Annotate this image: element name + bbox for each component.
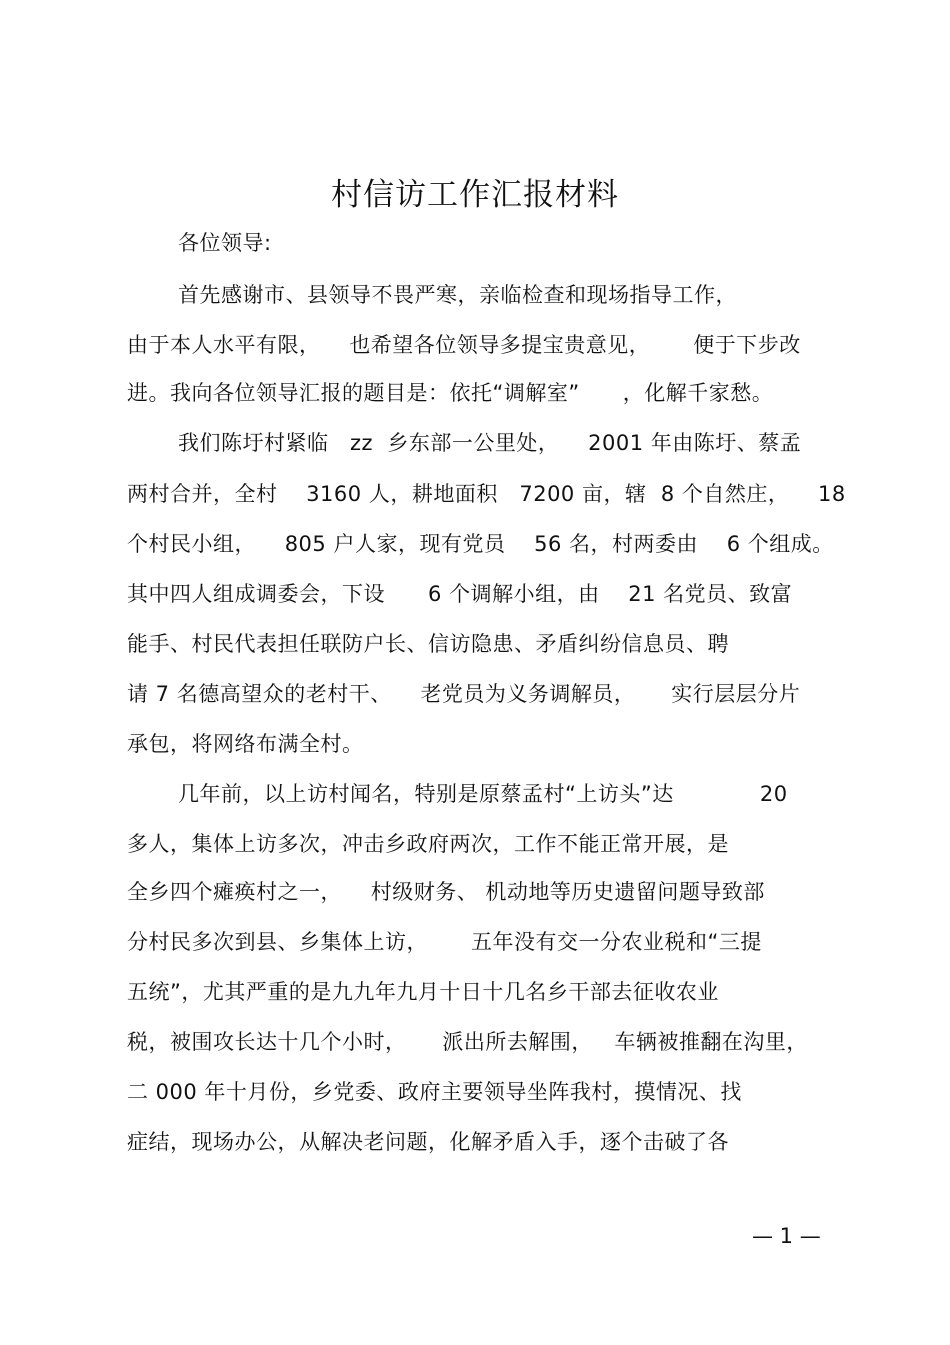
body-line: 个村民小组， 805 户人家，现有党员 56 名，村两委由 6 个组成。 — [127, 532, 834, 556]
body-line: 多人，集体上访多次，冲击乡政府两次，工作不能正常开展，是 — [127, 832, 729, 856]
document-title: 村信访工作汇报材料 — [331, 177, 619, 213]
body-line: 其中四人组成调委会，下设 6 个调解小组，由 21 名党员、致富 — [127, 582, 793, 606]
body-line: 首先感谢市、县领导不畏严寒，亲临检查和现场指导工作， — [178, 283, 737, 307]
body-line: 症结，现场办公，从解决老问题，化解矛盾入手，逐个击破了各 — [127, 1130, 729, 1154]
body-line: 进。我向各位领导汇报的题目是：依托“调解室” ，化解千家愁。 — [127, 381, 774, 405]
body-line: 我们陈圩村紧临 zz 乡东部一公里处， 2001 年由陈圩、蔡孟 — [178, 431, 802, 455]
body-line: 承包，将网络布满全村。 — [127, 732, 364, 756]
body-line: 由于本人水平有限， 也希望各位领导多提宝贵意见， 便于下步改 — [127, 333, 801, 357]
salutation-line: 各位领导: — [178, 231, 272, 255]
body-line: 两村合并，全村 3160 人，耕地面积 7200 亩，辖 8 个自然庄， 18 — [127, 482, 846, 506]
body-line: 五统”，尤其严重的是九九年九月十日十几名乡干部去征收农业 — [127, 980, 719, 1004]
body-line: 二 000 年十月份，乡党委、政府主要领导坐阵我村，摸情况、找 — [127, 1080, 742, 1104]
body-line: 能手、村民代表担任联防户长、信访隐患、矛盾纠纷信息员、聘 — [127, 632, 729, 656]
body-line: 全乡四个瘫痪村之一， 村级财务、 机动地等历史遗留问题导致部 — [127, 880, 765, 904]
body-line: 请 7 名德高望众的老村干、 老党员为义务调解员， 实行层层分片 — [127, 682, 801, 706]
body-line: 税，被围攻长达十几个小时， 派出所去解围， 车辆被推翻在沟里， — [127, 1030, 808, 1054]
body-line: 分村民多次到县、乡集体上访， 五年没有交一分农业税和“三提 — [127, 930, 762, 954]
body-line: 几年前，以上访村闻名，特别是原蔡孟村“上访头”达 20 — [178, 782, 788, 806]
page-number: — 1 — — [752, 1224, 821, 1248]
